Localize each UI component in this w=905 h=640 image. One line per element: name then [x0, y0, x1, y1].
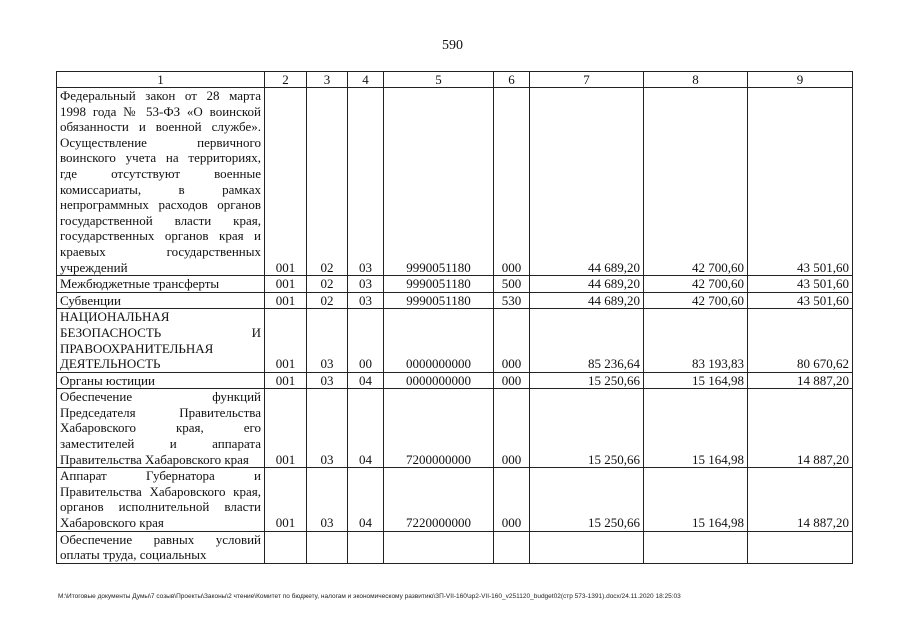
ministry-code: 001 [265, 389, 307, 468]
target-article-code [384, 531, 494, 563]
subsection-code: 03 [348, 88, 384, 276]
amount-col-8: 15 164,98 [644, 468, 748, 531]
amount-col-8: 42 700,60 [644, 88, 748, 276]
ministry-code: 001 [265, 88, 307, 276]
amount-col-7: 15 250,66 [530, 389, 644, 468]
table-row [57, 292, 853, 309]
target-article-code: 9990051180 [384, 88, 494, 276]
ministry-code: 001 [265, 372, 307, 389]
section-code: 03 [307, 372, 348, 389]
column-header: 7 [530, 72, 644, 88]
amount-col-9 [748, 531, 853, 563]
subsection-code [348, 531, 384, 563]
subsection-code: 04 [348, 389, 384, 468]
amount-col-7: 44 689,20 [530, 292, 644, 309]
target-article-code: 9990051180 [384, 276, 494, 293]
table-header-row [57, 72, 853, 88]
page-number: 590 [442, 38, 463, 53]
section-code: 03 [307, 309, 348, 372]
amount-col-9: 43 501,60 [748, 292, 853, 309]
column-header: 6 [494, 72, 530, 88]
amount-col-8: 42 700,60 [644, 276, 748, 293]
section-code: 02 [307, 292, 348, 309]
subsection-code: 04 [348, 468, 384, 531]
expense-type-code: 000 [494, 468, 530, 531]
column-header: 1 [57, 72, 265, 88]
ministry-code: 001 [265, 292, 307, 309]
amount-col-8 [644, 531, 748, 563]
subsection-code: 03 [348, 276, 384, 293]
table-row [57, 531, 853, 563]
amount-col-7: 44 689,20 [530, 276, 644, 293]
column-header: 4 [348, 72, 384, 88]
row-name: Межбюджетные трансферты [57, 276, 265, 293]
amount-col-7: 85 236,64 [530, 309, 644, 372]
ministry-code: 001 [265, 309, 307, 372]
amount-col-9: 43 501,60 [748, 276, 853, 293]
table-row [57, 389, 853, 468]
ministry-code: 001 [265, 276, 307, 293]
amount-col-8: 15 164,98 [644, 389, 748, 468]
section-code: 03 [307, 389, 348, 468]
ministry-code: 001 [265, 468, 307, 531]
amount-col-7: 15 250,66 [530, 468, 644, 531]
row-name: Субвенции [57, 292, 265, 309]
row-name: Органы юстиции [57, 372, 265, 389]
row-name: НАЦИОНАЛЬНАЯ БЕЗОПАСНОСТЬ И ПРАВООХРАНИТЕЛЬНАЯ ДЕЯТЕЛЬНОСТЬ [57, 309, 265, 372]
amount-col-9: 43 501,60 [748, 88, 853, 276]
expense-type-code: 000 [494, 309, 530, 372]
expense-type-code: 000 [494, 372, 530, 389]
target-article-code: 7200000000 [384, 389, 494, 468]
amount-col-9: 14 887,20 [748, 468, 853, 531]
budget-table [56, 71, 853, 564]
target-article-code: 0000000000 [384, 372, 494, 389]
column-header: 5 [384, 72, 494, 88]
amount-col-7: 15 250,66 [530, 372, 644, 389]
table-row [57, 372, 853, 389]
column-header: 3 [307, 72, 348, 88]
column-header: 9 [748, 72, 853, 88]
document-path-footer: M:\Итоговые документы Думы\7 созыв\Проекты\Законы\2 чтение\Комитет по бюджету, налогам и экономическому развитию\ЗП-VII-160\зр2-VII-160_v251120_budget02(стр 573-1391).docx/24.11.2020 18:25:03 [58, 593, 681, 600]
amount-col-9: 14 887,20 [748, 389, 853, 468]
amount-col-7: 44 689,20 [530, 88, 644, 276]
subsection-code: 04 [348, 372, 384, 389]
section-code [307, 531, 348, 563]
subsection-code: 03 [348, 292, 384, 309]
column-header: 2 [265, 72, 307, 88]
row-name: Обеспечение функций Председателя Правительства Хабаровского края, его заместителей и аппарата Правительства Хабаровского края [57, 389, 265, 468]
amount-col-9: 14 887,20 [748, 372, 853, 389]
target-article-code: 7220000000 [384, 468, 494, 531]
section-code: 02 [307, 88, 348, 276]
table-row [57, 276, 853, 293]
expense-type-code: 500 [494, 276, 530, 293]
expense-type-code: 530 [494, 292, 530, 309]
table-row [57, 88, 853, 276]
expense-type-code [494, 531, 530, 563]
target-article-code: 9990051180 [384, 292, 494, 309]
amount-col-8: 83 193,83 [644, 309, 748, 372]
table-row [57, 309, 853, 372]
section-code: 02 [307, 276, 348, 293]
amount-col-7 [530, 531, 644, 563]
table-row [57, 468, 853, 531]
ministry-code [265, 531, 307, 563]
amount-col-9: 80 670,62 [748, 309, 853, 372]
row-name: Обеспечение равных условий оплаты труда, социальных [57, 531, 265, 563]
subsection-code: 00 [348, 309, 384, 372]
amount-col-8: 42 700,60 [644, 292, 748, 309]
expense-type-code: 000 [494, 389, 530, 468]
row-name: Аппарат Губернатора и Правительства Хабаровского края, органов исполнительной власти Хабаровского края [57, 468, 265, 531]
column-header: 8 [644, 72, 748, 88]
row-name: Федеральный закон от 28 марта 1998 года № 53-ФЗ «О воинской обязанности и военной службе». Осуществление первичного воинского учета на территориях, где отсутствуют военные комиссариаты, в рамках непрограммных расходов органов государственной власти края, государственных органов края и краевых государственных учреждений [57, 88, 265, 276]
target-article-code: 0000000000 [384, 309, 494, 372]
amount-col-8: 15 164,98 [644, 372, 748, 389]
section-code: 03 [307, 468, 348, 531]
expense-type-code: 000 [494, 88, 530, 276]
